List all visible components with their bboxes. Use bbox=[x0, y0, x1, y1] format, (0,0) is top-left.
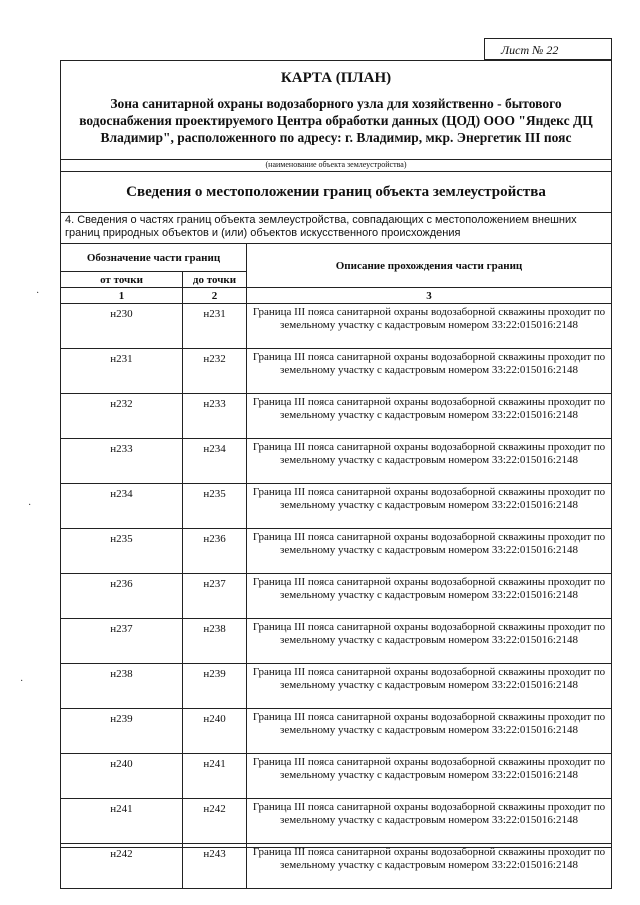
section-title: Сведения о местоположении границ объекта землеустройства bbox=[61, 172, 611, 213]
scan-mark: · bbox=[20, 676, 24, 687]
point-to: н236 bbox=[183, 529, 247, 574]
col-num-1: 1 bbox=[61, 288, 183, 304]
boundary-description: Граница III пояса санитарной охраны водозаборной скважины проходит по земельному участку с кадастровым номером 33:22:015016:2148 bbox=[247, 799, 612, 844]
point-to: н235 bbox=[183, 484, 247, 529]
document-title: КАРТА (ПЛАН) bbox=[280, 70, 392, 86]
table-row bbox=[61, 619, 612, 664]
boundary-description: Граница III пояса санитарной охраны водозаборной скважины проходит по земельному участку с кадастровым номером 33:22:015016:2148 bbox=[247, 439, 612, 484]
col-num-3: 3 bbox=[247, 288, 612, 304]
point-to: н237 bbox=[183, 574, 247, 619]
col-to-header: до точки bbox=[183, 272, 247, 288]
point-from: н233 bbox=[61, 439, 183, 484]
point-to: н239 bbox=[183, 664, 247, 709]
table-row bbox=[61, 529, 612, 574]
boundary-description: Граница III пояса санитарной охраны водозаборной скважины проходит по земельному участку с кадастровым номером 33:22:015016:2148 bbox=[247, 709, 612, 754]
point-from: н240 bbox=[61, 754, 183, 799]
table-row bbox=[61, 439, 612, 484]
point-to: н240 bbox=[183, 709, 247, 754]
scan-mark: · bbox=[36, 288, 40, 299]
point-from: н242 bbox=[61, 844, 183, 889]
boundary-description: Граница III пояса санитарной охраны водозаборной скважины проходит по земельному участку с кадастровым номером 33:22:015016:2148 bbox=[247, 574, 612, 619]
point-from: н234 bbox=[61, 484, 183, 529]
boundary-description: Граница III пояса санитарной охраны водозаборной скважины проходит по земельному участку с кадастровым номером 33:22:015016:2148 bbox=[247, 529, 612, 574]
table-row bbox=[61, 709, 612, 754]
boundary-table bbox=[60, 243, 612, 889]
point-from: н230 bbox=[61, 304, 183, 349]
table-row bbox=[61, 664, 612, 709]
scan-mark: · bbox=[28, 500, 32, 511]
document-frame bbox=[60, 60, 612, 871]
col-desc-header: Описание прохождения части границ bbox=[247, 244, 612, 288]
table-row bbox=[61, 484, 612, 529]
table-row bbox=[61, 754, 612, 799]
point-to: н233 bbox=[183, 394, 247, 439]
point-from: н236 bbox=[61, 574, 183, 619]
object-name-note: (наименование объекта землеустройства) bbox=[61, 159, 611, 172]
sheet-number: Лист № 22 bbox=[484, 38, 612, 60]
table-row bbox=[61, 304, 612, 349]
document-subtitle: Зона санитарной охраны водозаборного узла для хозяйственно - бытового водоснабжения проектируемого Центра обработки данных (ЦОД) ООО "Яндекс ДЦ Владимир", расположенного по адресу: г. Владимир, мкр. Энергетик III пояс bbox=[79, 96, 593, 145]
point-from: н231 bbox=[61, 349, 183, 394]
point-from: н235 bbox=[61, 529, 183, 574]
boundary-description: Граница III пояса санитарной охраны водозаборной скважины проходит по земельному участку с кадастровым номером 33:22:015016:2148 bbox=[247, 304, 612, 349]
point-to: н243 bbox=[183, 844, 247, 889]
table-row bbox=[61, 574, 612, 619]
point-to: н241 bbox=[183, 754, 247, 799]
boundary-description: Граница III пояса санитарной охраны водозаборной скважины проходит по земельному участку с кадастровым номером 33:22:015016:2148 bbox=[247, 619, 612, 664]
col-from-header: от точки bbox=[61, 272, 183, 288]
point-from: н238 bbox=[61, 664, 183, 709]
boundary-description: Граница III пояса санитарной охраны водозаборной скважины проходит по земельному участку с кадастровым номером 33:22:015016:2148 bbox=[247, 349, 612, 394]
table-row bbox=[61, 844, 612, 889]
boundary-description: Граница III пояса санитарной охраны водозаборной скважины проходит по земельному участку с кадастровым номером 33:22:015016:2148 bbox=[247, 664, 612, 709]
point-to: н232 bbox=[183, 349, 247, 394]
point-from: н232 bbox=[61, 394, 183, 439]
point-to: н242 bbox=[183, 799, 247, 844]
boundary-description: Граница III пояса санитарной охраны водозаборной скважины проходит по земельному участку с кадастровым номером 33:22:015016:2148 bbox=[247, 754, 612, 799]
table-row bbox=[61, 394, 612, 439]
group-header: Обозначение части границ bbox=[61, 244, 247, 272]
boundary-description: Граница III пояса санитарной охраны водозаборной скважины проходит по земельному участку с кадастровым номером 33:22:015016:2148 bbox=[247, 394, 612, 439]
point-to: н238 bbox=[183, 619, 247, 664]
point-from: н239 bbox=[61, 709, 183, 754]
col-num-2: 2 bbox=[183, 288, 247, 304]
point-to: н231 bbox=[183, 304, 247, 349]
section-description: 4. Сведения о частях границ объекта землеустройства, совпадающих с местоположением внешних границ природных объектов и (или) объектов искусственного происхождения bbox=[65, 214, 577, 239]
point-from: н241 bbox=[61, 799, 183, 844]
point-to: н234 bbox=[183, 439, 247, 484]
boundary-description: Граница III пояса санитарной охраны водозаборной скважины проходит по земельному участку с кадастровым номером 33:22:015016:2148 bbox=[247, 484, 612, 529]
table-row bbox=[61, 349, 612, 394]
document-header bbox=[61, 61, 611, 160]
boundary-description: Граница III пояса санитарной охраны водозаборной скважины проходит по земельному участку с кадастровым номером 33:22:015016:2148 bbox=[247, 844, 612, 889]
point-from: н237 bbox=[61, 619, 183, 664]
table-row bbox=[61, 799, 612, 844]
